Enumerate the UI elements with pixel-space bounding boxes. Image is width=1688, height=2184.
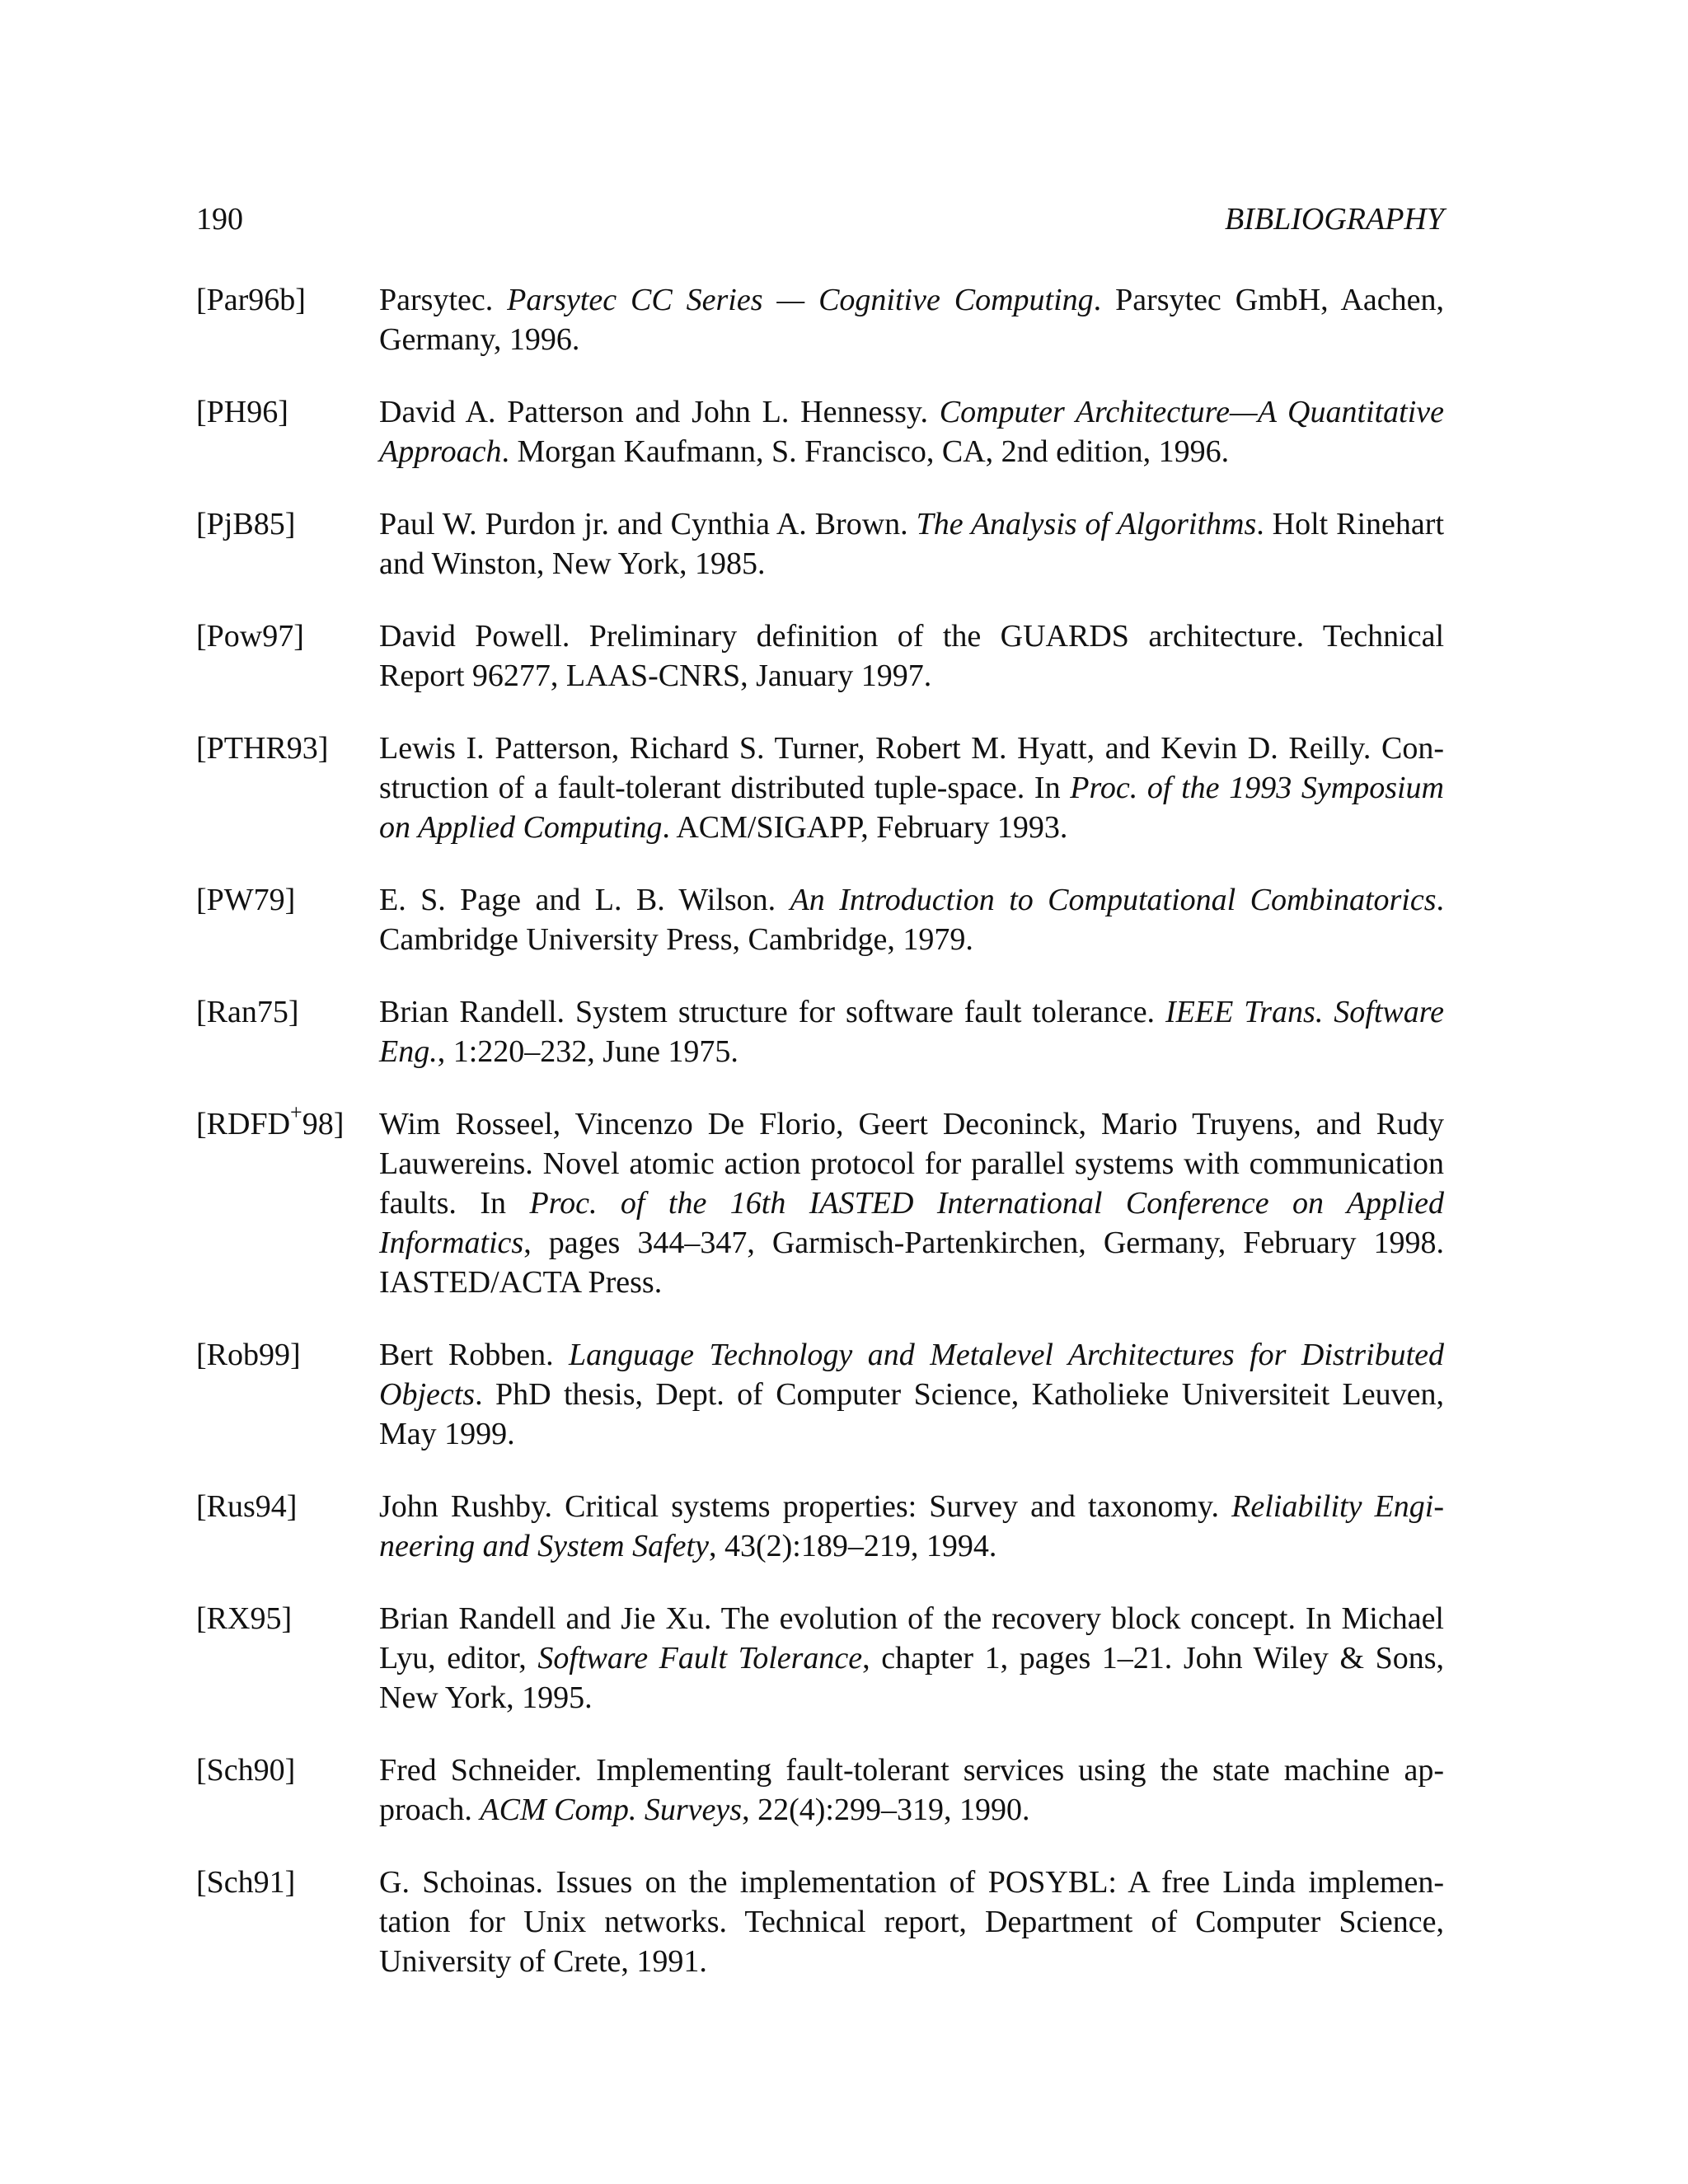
bib-text xyxy=(379,1750,1444,1830)
bib-key-label: [Sch91] xyxy=(196,1865,296,1900)
bib-key xyxy=(196,1599,292,1638)
bib-key-label: [Ran75] xyxy=(196,995,299,1029)
bib-text-segment: Lewis I. Patterson, Richard S. Turner, Robert M. Hyatt, and Kevin D. Reilly. Construction of a fault-tolerant distributed tuple-space. In xyxy=(379,731,1444,805)
bib-key-label: [Pow97] xyxy=(196,619,304,654)
bib-key xyxy=(196,280,306,320)
bib-key xyxy=(196,616,304,656)
bib-text-segment: Paul W. Purdon jr. and Cynthia A. Brown. xyxy=(379,507,917,541)
running-title: BIBLIOGRAPHY xyxy=(1225,202,1444,237)
bib-entry xyxy=(196,1335,1444,1454)
bib-text-segment: E. S. Page and L. B. Wilson. xyxy=(379,883,790,917)
bib-key-label: [PH96] xyxy=(196,395,288,429)
bib-entry xyxy=(196,392,1444,471)
bib-text-segment: . PhD thesis, Dept. of Computer Science, Katholieke Universiteit Leuven, May 1999. xyxy=(379,1377,1444,1451)
bib-text-segment: Brian Randell and Jie Xu. The evolution of the recovery block concept. In Michael Lyu, editor, xyxy=(379,1601,1444,1675)
bib-text xyxy=(379,504,1444,583)
bib-key-label: [PW79] xyxy=(196,883,296,917)
bib-entry xyxy=(196,880,1444,959)
bib-entry xyxy=(196,616,1444,696)
bib-key xyxy=(196,1750,295,1790)
bib-key xyxy=(196,1335,301,1375)
bib-title: Software Fault Tolerance xyxy=(537,1641,863,1675)
bib-text-segment: Wim Rosseel, Vincenzo De Florio, Geert Deconinck, Mario Truyens, and Rudy Lauwereins. Novel atomic action protocol for parallel systems with communication faults. In xyxy=(379,1107,1444,1221)
bib-text xyxy=(379,992,1444,1071)
bib-text-segment: David A. Patterson and John L. Hennessy. xyxy=(379,395,940,429)
bib-title: IEEE Trans. Software Eng. xyxy=(379,995,1444,1069)
bib-text xyxy=(379,1863,1444,1981)
bib-title: ACM Comp. Surveys xyxy=(480,1793,743,1827)
bib-text-segment: . Parsytec GmbH, Aachen, Germany, 1996. xyxy=(379,283,1445,357)
bib-key-label: [Par96b] xyxy=(196,283,306,317)
bib-text xyxy=(379,616,1444,696)
bib-text xyxy=(379,1599,1444,1718)
bib-text xyxy=(379,280,1444,359)
bib-text-segment: David Powell. Preliminary definition of the GUARDS architecture. Technical Report 96277, LAAS-CNRS, January 1997. xyxy=(379,619,1444,693)
bib-text-segment: . Cambridge University Press, Cambridge, 1979. xyxy=(379,883,1445,957)
bib-entry xyxy=(196,1599,1444,1718)
bib-text-segment: . Morgan Kaufmann, S. Francisco, CA, 2nd edition, 1996. xyxy=(501,434,1230,469)
bib-key-label: [RDFD xyxy=(196,1107,291,1141)
bib-key-label: [PTHR93] xyxy=(196,731,329,766)
bib-text-segment: Brian Randell. System structure for software fault tolerance. xyxy=(379,995,1165,1029)
bib-text-segment: , chapter 1, pages 1–21. John Wiley & Sons, New York, 1995. xyxy=(379,1641,1445,1715)
bib-title: An Introduction to Computational Combinatorics xyxy=(790,883,1437,917)
bib-key xyxy=(196,1863,295,1902)
bib-key-suffix: 98] xyxy=(302,1107,345,1141)
bib-title: Computer Architecture—A Quantitative Approach xyxy=(379,395,1444,469)
bib-key-label: [RX95] xyxy=(196,1601,293,1636)
bib-key xyxy=(196,1487,297,1526)
bib-text xyxy=(379,1487,1444,1566)
bib-text-segment: G. Schoinas. Issues on the implementation of POSYBL: A free Linda implementation for Unix networks. Technical report, Department of Computer Science, University of Crete, 1991. xyxy=(379,1865,1444,1979)
bib-entry xyxy=(196,1863,1444,1981)
bib-text xyxy=(379,392,1444,471)
bib-title: Parsytec CC Series — Cognitive Computing xyxy=(507,283,1094,317)
bib-title: Reliability Engineering and System Safety xyxy=(379,1489,1444,1563)
bib-text-segment: , 22(4):299–319, 1990. xyxy=(742,1793,1030,1827)
bib-key xyxy=(196,880,295,920)
bib-text-segment: . ACM/SIGAPP, February 1993. xyxy=(662,810,1068,845)
bib-entry xyxy=(196,1100,1445,1302)
page-header xyxy=(196,196,1444,242)
bib-text-segment: , pages 344–347, Garmisch-Partenkirchen, Germany, February 1998. IASTED/ACTA Press. xyxy=(379,1226,1444,1300)
bib-text-segment: , 1:220–232, June 1975. xyxy=(437,1034,738,1069)
bib-key-label: [Rus94] xyxy=(196,1489,298,1524)
bib-text-segment: . Holt Rinehart and Winston, New York, 1985. xyxy=(379,507,1445,581)
bib-text xyxy=(379,1104,1444,1302)
bib-text-segment: Bert Robben. xyxy=(379,1338,570,1372)
bib-entry xyxy=(196,729,1444,847)
bib-entry xyxy=(196,1750,1444,1830)
bib-key xyxy=(196,392,288,432)
bib-text-segment: Parsytec. xyxy=(379,283,508,317)
bib-key-label: [PjB85] xyxy=(196,507,296,541)
bib-entry xyxy=(196,280,1444,359)
bib-key xyxy=(196,992,299,1032)
bib-entry xyxy=(196,1487,1444,1566)
bib-entry xyxy=(196,992,1444,1071)
bib-title: Proc. of the 16th IASTED International Conference on Applied Informatics xyxy=(379,1186,1445,1260)
bib-text-segment: , 43(2):189–219, 1994. xyxy=(708,1529,997,1563)
bib-entry xyxy=(196,504,1444,583)
bib-key-label: [Sch90] xyxy=(196,1753,296,1788)
bib-text xyxy=(379,880,1444,959)
bib-title: Proc. of the 1993 Symposium on Applied Computing xyxy=(379,771,1444,845)
bib-key xyxy=(196,504,295,544)
bib-key-label: [Rob99] xyxy=(196,1338,301,1372)
bib-text-segment: Fred Schneider. Implementing fault-tolerant services using the state machine approach. xyxy=(379,1753,1444,1827)
bibliography-list xyxy=(196,280,1444,2014)
bib-title: The Analysis of Algorithms xyxy=(916,507,1257,541)
bib-key xyxy=(196,1100,345,1144)
bib-key-superscript: + xyxy=(290,1100,302,1125)
bib-text-segment: John Rushby. Critical systems properties: Survey and taxonomy. xyxy=(379,1489,1232,1524)
bib-key xyxy=(196,729,328,768)
bib-text xyxy=(379,1335,1444,1454)
bib-title: Language Technology and Metalevel Architectures for Distributed Objects xyxy=(379,1338,1445,1412)
bib-text xyxy=(379,729,1444,847)
page-number: 190 xyxy=(196,202,243,237)
